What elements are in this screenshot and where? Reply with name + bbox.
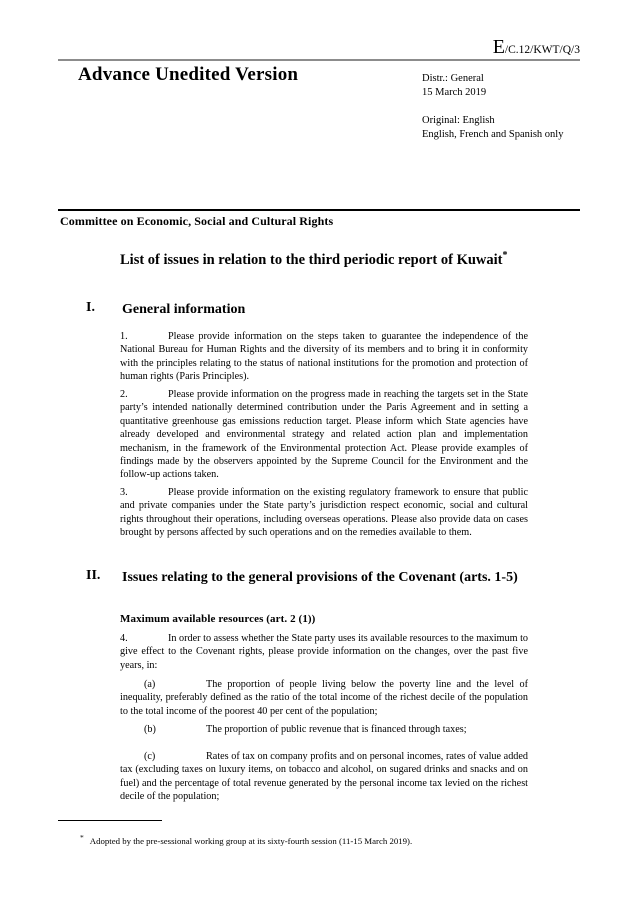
- paragraph-1-number: 1.: [120, 331, 128, 342]
- advance-unedited-version-title: Advance Unedited Version: [78, 64, 299, 85]
- footnote: [80, 832, 550, 847]
- paragraph-4b-letter: (b): [144, 724, 156, 735]
- section-heading-general-provisions: [86, 568, 556, 587]
- available-languages: English, French and Spanish only: [422, 129, 564, 140]
- paragraph-3-text: Please provide information on the existing regulatory framework to ensure that public and private companies under the State party’s jurisdiction respect economic, social and cultural rights throughout their operations, including overseas operations. Please also provide data on cases brought by persons affected by such operations and on the remedies available to them.: [120, 487, 528, 539]
- document-symbol-prefix: E: [492, 36, 505, 58]
- footnote-marker: *: [80, 833, 84, 842]
- original-language: Original: English: [422, 115, 495, 126]
- paragraph-1-text: Please provide information on the steps taken to guarantee the independence of the National Bureau for Human Rights and the diversity of its members and to bring it in conformity with the principles relating to the status of national institutions for the promotion and protection of human rights (Paris Principles).: [120, 331, 528, 383]
- subheading-maximum-available-resources: Maximum available resources (art. 2 (1)): [120, 613, 316, 625]
- page-content-area: [58, 0, 580, 905]
- section-title: General information: [122, 302, 246, 317]
- section-title: Issues relating to the general provisions of the Covenant (arts. 1-5): [122, 570, 518, 585]
- section-number: II.: [86, 568, 101, 583]
- distribution-label: Distr.: General: [422, 73, 484, 84]
- paragraph-4a: [120, 678, 528, 718]
- paragraph-4c: [120, 750, 528, 804]
- section-number: I.: [86, 300, 95, 315]
- paragraph-1: [120, 330, 528, 384]
- footnote-divider: [58, 820, 162, 821]
- paragraph-3: [120, 486, 528, 540]
- distribution-block: [422, 72, 563, 142]
- footnote-text: Adopted by the pre-sessional working group at its sixty-fourth session (11-15 March 2019).: [89, 835, 413, 846]
- paragraph-4c-letter: (c): [144, 751, 156, 762]
- paragraph-4a-letter: (a): [144, 679, 156, 690]
- title-footnote-marker: *: [502, 250, 508, 261]
- paragraph-2-number: 2.: [120, 389, 128, 400]
- paragraph-2-text: Please provide information on the progress made in reaching the targets set in the State party’s intended nationally determined contribution under the Paris Agreement and in setting a quantitative greenhouse gas emissions reduction target. Please inform which State agencies have already developed and environmental strategy and related action plan and implementation mechanism, in the framework of the Environmental protection Act. Please provide examples of findings made by the observers appointed by the Supreme Council for the Environment and the follow-up actions taken.: [120, 389, 528, 481]
- document-symbol: [58, 36, 580, 59]
- paragraph-4c-text: Rates of tax on company profits and on personal incomes, rates of value added tax (excluding taxes on luxury items, on tobacco and alcohol, on sugared drinks and snacks and on fuel) and the percentage of total revenue generated by the personal income tax levied on the richest decile of the population;: [120, 751, 528, 803]
- paragraph-4b-text: The proportion of public revenue that is financed through taxes;: [206, 724, 467, 735]
- paragraph-3-number: 3.: [120, 487, 128, 498]
- page-title-text: List of issues in relation to the third periodic report of Kuwait: [120, 251, 503, 268]
- page-title: [120, 246, 520, 270]
- paragraph-4b: [120, 723, 528, 736]
- committee-divider: [58, 209, 580, 211]
- paragraph-2: [120, 388, 528, 482]
- paragraph-4-number: 4.: [120, 633, 128, 644]
- paragraph-4a-text: The proportion of people living below the poverty line and the level of inequality, preferably defined as the ratio of the total income of the richest decile of the population to the total income of the poorest 40 per cent of the population;: [120, 679, 528, 717]
- header-divider: [58, 59, 580, 61]
- committee-name: Committee on Economic, Social and Cultural Rights: [60, 214, 334, 228]
- section-heading-general-information: [86, 300, 556, 319]
- document-date: 15 March 2019: [422, 87, 487, 98]
- distribution-spacer: [422, 100, 563, 114]
- paragraph-4: [120, 632, 528, 672]
- document-symbol-suffix: /C.12/KWT/Q/3: [504, 44, 580, 56]
- paragraph-4-text: In order to assess whether the State party uses its available resources to the maximum to give effect to the Covenant rights, please provide information on the changes, over the past five years, in:: [120, 633, 528, 671]
